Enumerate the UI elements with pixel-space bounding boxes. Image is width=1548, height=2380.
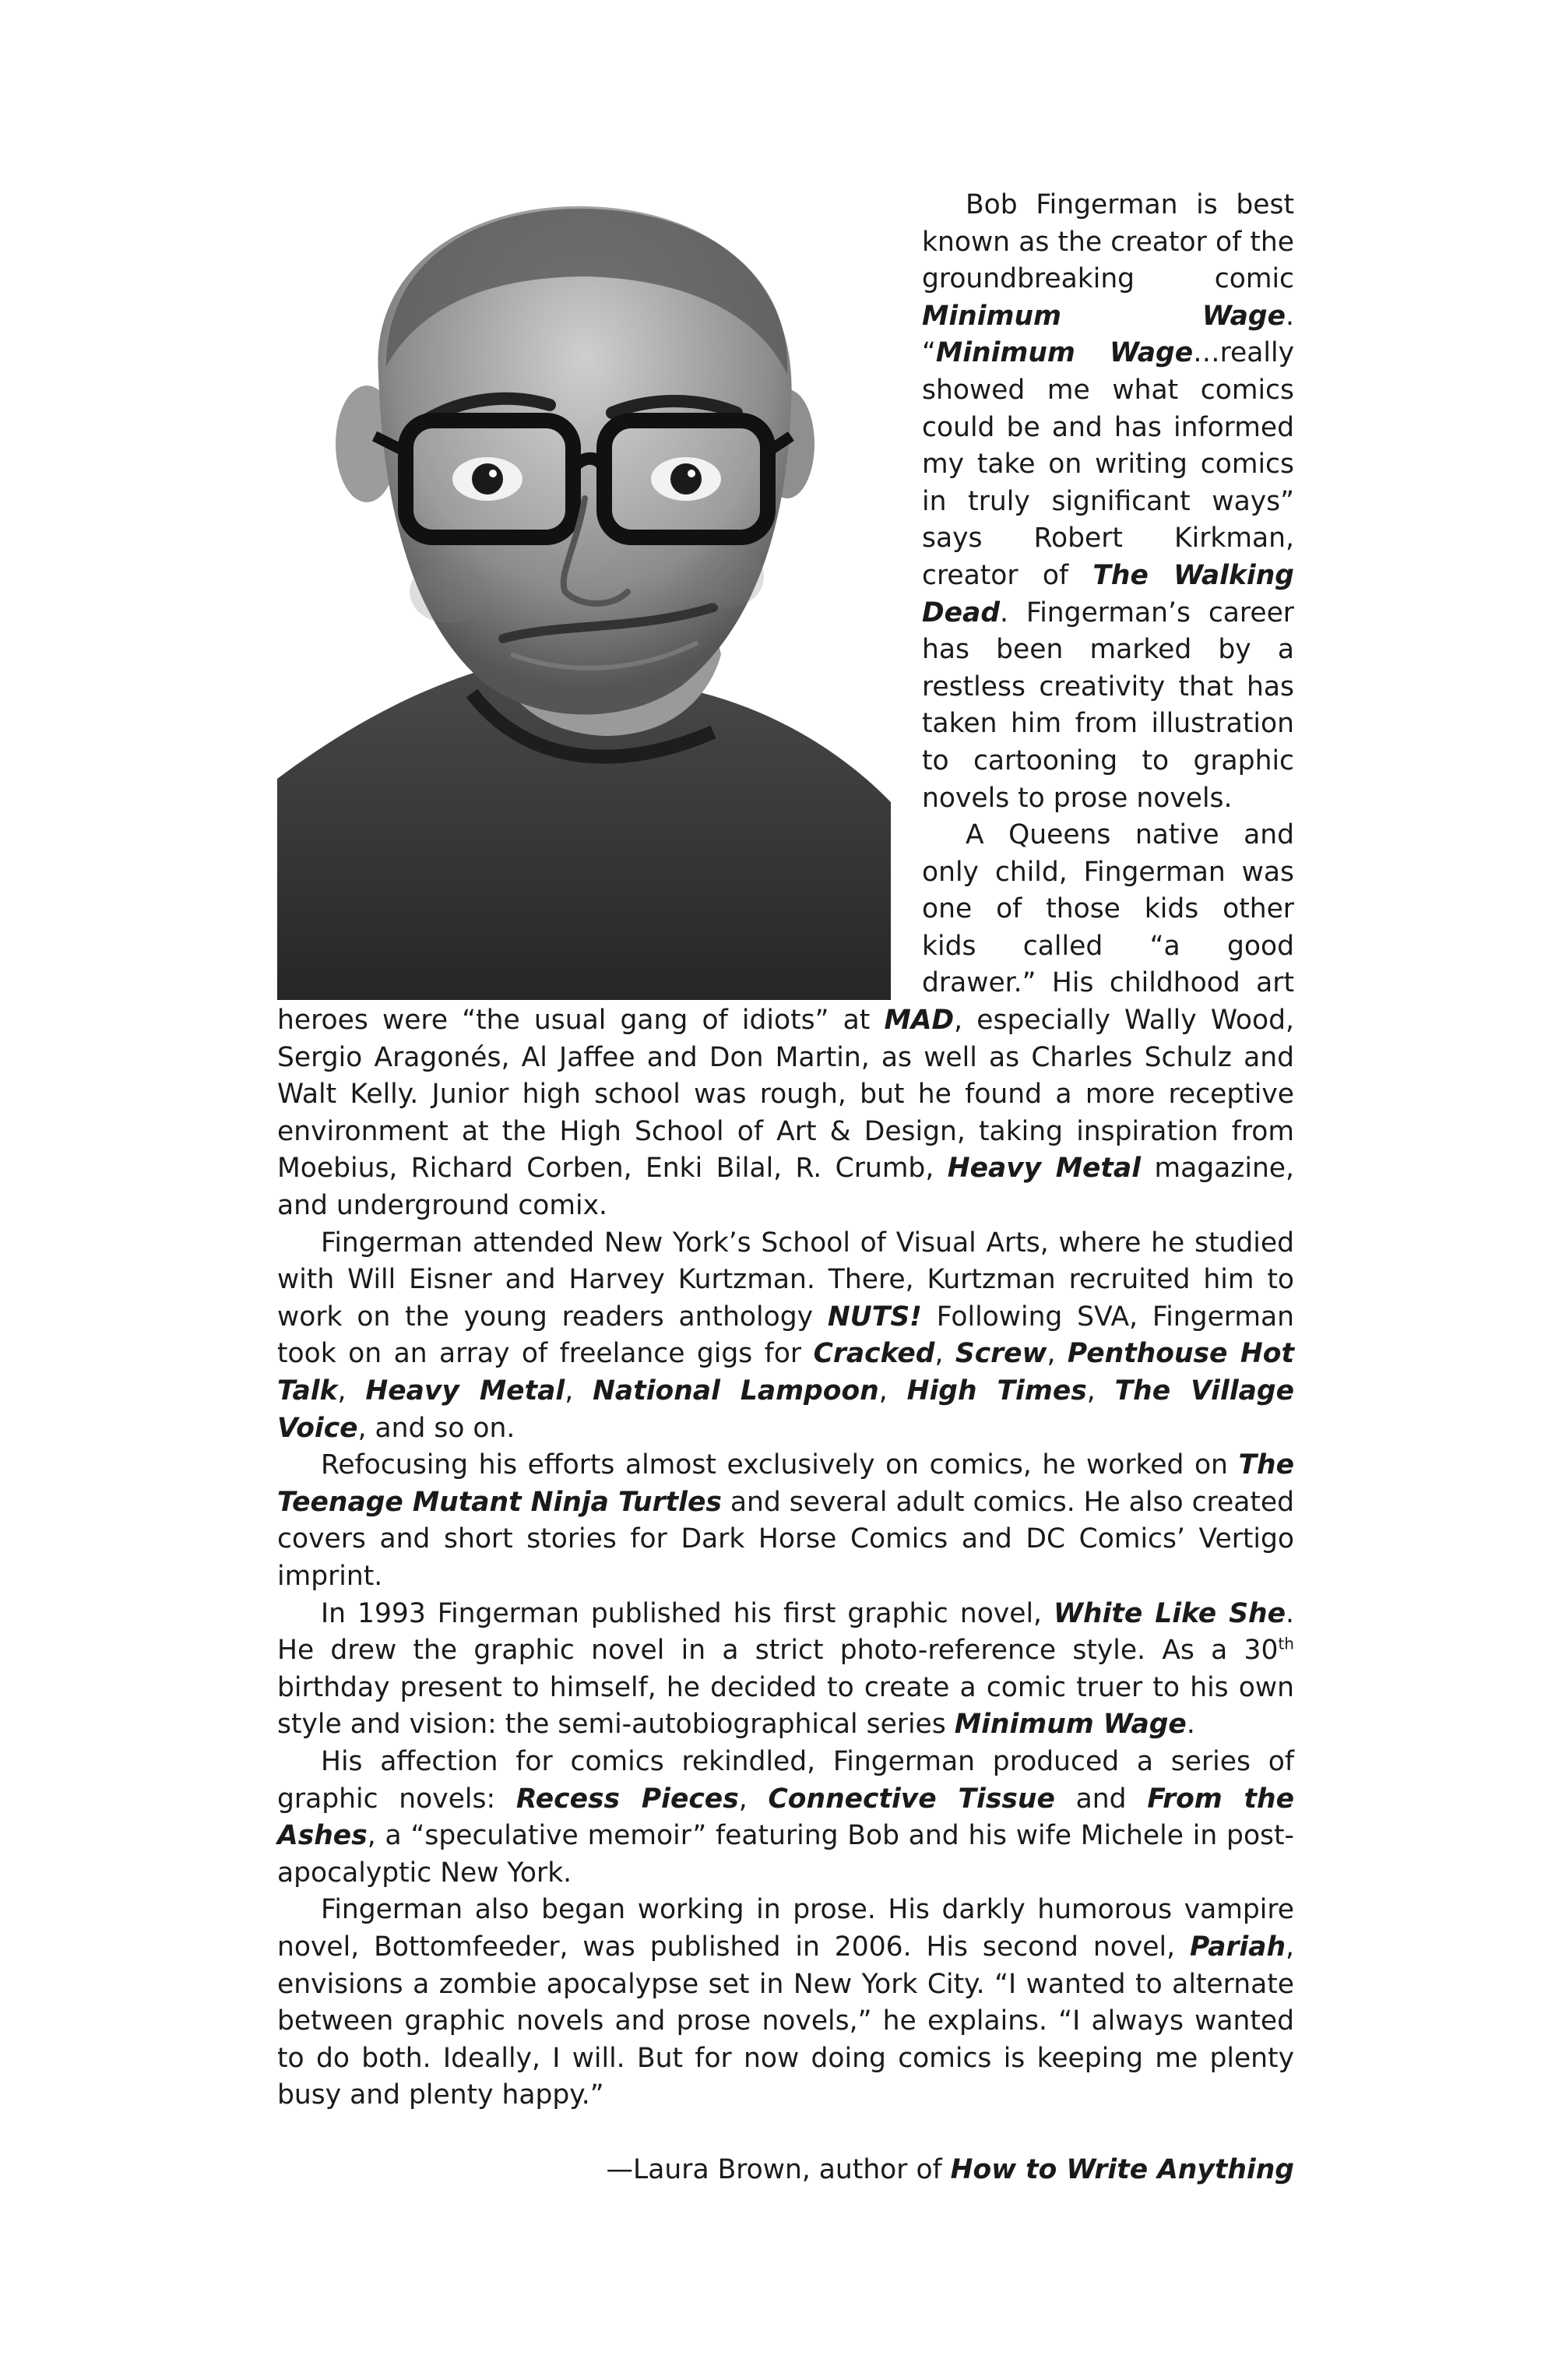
text-run: , a “speculative memoir” featuring Bob and his wife Michele in post-apocalyptic New York. [277,1820,1294,1889]
book-title: National Lampoon [593,1375,879,1407]
text-run: , [337,1375,366,1407]
text-run: Bob Fingerman is best known as the creator of the groundbreaking comic [922,189,1294,295]
book-title: White Like She [1053,1597,1286,1629]
text-run: , [738,1783,769,1815]
book-title: Pariah [1189,1931,1286,1963]
paragraph-6 [277,1744,1294,1892]
text-run: birthday present to himself, he decided to create a comic truer to his own style and vision: the semi-autobiographical series [277,1671,1294,1741]
book-title: Heavy Metal [947,1153,1142,1185]
book-title: Cracked [813,1338,935,1370]
book-title: Minimum Wage [922,300,1286,332]
text-run: . Fingerman’s career has been marked by a restless creativity that has taken him from illustration to cartooning to graphic novels to prose novels. [922,597,1294,814]
text-run: Fingerman attended New York’s School of Visual Arts, where he studied with Will Eisner and Harvey Kurtzman. There, Kurtzman recruited him to work on the young readers anthology [277,1227,1294,1333]
text-run: . [1186,1709,1195,1741]
text-run: His affection for comics rekindled, Fingerman produced a series of graphic novels: [277,1745,1294,1815]
book-title: The Walking Dead [922,559,1294,628]
text-run: , [1047,1338,1068,1370]
biography-page [277,187,1294,2188]
text-run: , [878,1375,907,1407]
text-run: , [565,1375,593,1407]
text-run: . He drew the graphic novel in a strict photo-reference style. As a 30 [277,1597,1294,1667]
book-title: Recess Pieces [515,1783,739,1815]
paragraph-3 [277,1225,1294,1448]
ordinal-suffix: th [1278,1634,1294,1653]
book-title: High Times [906,1375,1087,1407]
paragraph-5 [277,1596,1294,1744]
text-run: , [934,1338,955,1370]
text-run: and [1054,1783,1148,1815]
book-title: MAD [884,1005,955,1037]
text-run: Fingerman also began working in prose. His darkly humorous vampire novel, Bottomfeeder, was published in 2006. His second novel, [277,1894,1294,1963]
text-run: magazine, and underground comix. [277,1153,1295,1222]
text-run: and several adult comics. He also created covers and short stories for Dark Horse Comics and DC Comics’ Vertigo imprint. [277,1486,1294,1592]
text-run: , [1086,1375,1115,1407]
book-title: From the Ashes [277,1783,1295,1852]
text-run: In 1993 Fingerman published his first graphic novel, [321,1597,1054,1629]
author-portrait-icon [277,187,891,1000]
book-title: Minimum Wage [935,337,1194,369]
text-run: Refocusing his efforts almost exclusively on comics, he worked on [321,1449,1239,1481]
book-title: Penthouse Hot Talk [277,1338,1294,1407]
book-title: The Village Voice [277,1375,1295,1444]
book-title: Heavy Metal [365,1375,565,1407]
text-run: . “ [922,300,1294,369]
text-run: , envisions a zombie apocalypse set in New York City. “I wanted to alternate between graphic novels and prose novels,” he explains. “I always wanted to do both. Ideally, I will. But for now doing comics is keeping me plenty busy and plenty happy.” [277,1931,1294,2111]
book-title: Screw [955,1338,1047,1370]
paragraph-4 [277,1447,1294,1595]
author-portrait [277,187,891,1000]
text-run: , especially Wally Wood, Sergio Aragonés, Al Jaffee and Don Martin, as well as Charles Schulz and Walt Kelly. Junior high school was rough, but he found a more receptive environment at the High School of Art & Design, taking inspiration from Moebius, Richard Corben, Enki Bilal, R. Crumb, [277,1005,1295,1185]
attribution-prefix: —Laura Brown, author of [606,2153,951,2185]
text-run: Following SVA, Fingerman took on an array of freelance gigs for [277,1301,1294,1370]
book-title: Connective Tissue [768,1783,1055,1815]
text-run: …really showed me what comics could be and has informed my take on writing comics in truly significant ways” says Robert Kirkman, creator of [922,337,1294,591]
book-title: Minimum Wage [954,1709,1187,1741]
text-run: A Queens native and only child, Fingerman was one of those kids other kids called “a good drawer.” His childhood art heroes were “the usual gang of idiots” at [277,819,1294,1037]
text-run: , and so on. [357,1412,515,1444]
attribution-book-title: How to Write Anything [950,2153,1294,2185]
paragraph-7 [277,1892,1294,2114]
book-title: The Teenage Mutant Ninja Turtles [277,1449,1294,1518]
attribution [277,2152,1294,2189]
book-title: NUTS! [827,1301,922,1333]
